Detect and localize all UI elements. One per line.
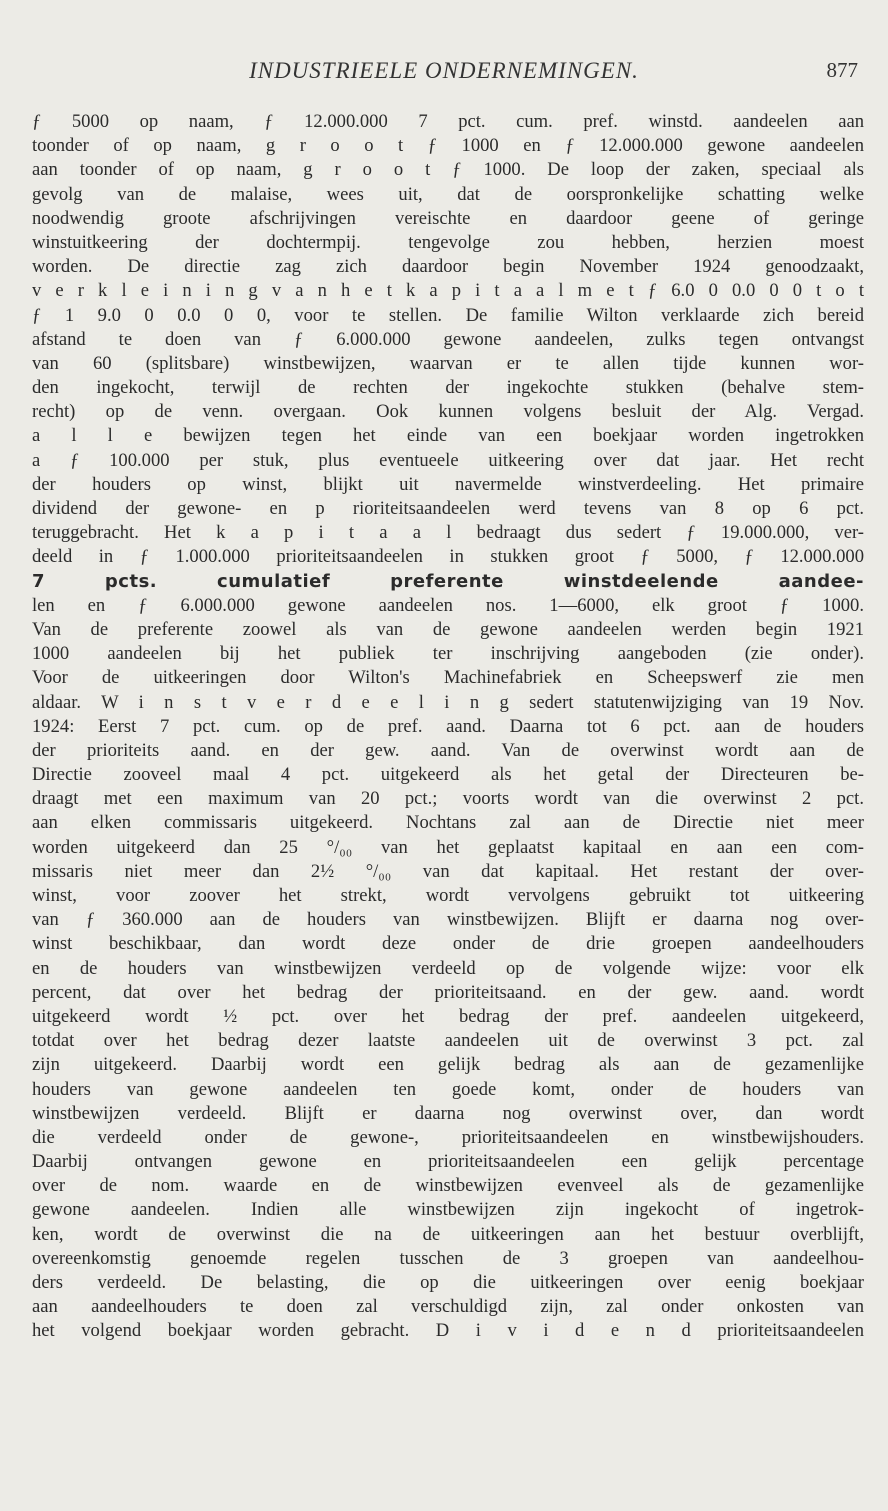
text-line: ders verdeeld. De belasting, die op die uitkeeringen over eenig boekjaar [32, 1272, 864, 1293]
text-line: Daarbij ontvangen gewone en prioriteitsaandeelen een gelijk percentage [32, 1151, 864, 1173]
text-line: aldaar. W i n s t v e r d e e l i n g sedert statutenwijziging van 19 Nov. [32, 691, 864, 713]
text-line: winst, voor zoover het strekt, wordt vervolgens gebruikt tot uitkeering [32, 885, 864, 906]
text-line: aan elken commissaris uitgekeerd. Nochtans zal aan de Directie niet meer [32, 812, 864, 834]
text-line: van ƒ 360.000 aan de houders van winstbewijzen. Blijft er daarna nog over- [32, 909, 864, 931]
text-line: van 60 (splitsbare) winstbewijzen, waarvan er te allen tijde kunnen wor- [32, 352, 864, 374]
text-line-bold: 7 pcts. cumulatief preferente winstdeelende aandee- [32, 570, 864, 592]
text-line: overeenkomstig genoemde regelen tusschen de 3 groepen van aandeelhou- [32, 1247, 864, 1269]
text-line: len en ƒ 6.000.000 gewone aandeelen nos. 1—6000, elk groot ƒ 1000. [32, 594, 864, 616]
text-line: 1924: Eerst 7 pct. cum. op de pref. aand. Daarna tot 6 pct. aan de houders [32, 715, 864, 737]
text-line: houders van gewone aandeelen ten goede komt, onder de houders van [32, 1078, 864, 1100]
text-line: v e r k l e i n i n g v a n h e t k a p i t a a l m e t ƒ 6.0 0 0.0 0 0 t o t [32, 280, 864, 302]
text-line: Voor de uitkeeringen door Wilton's Machinefabriek en Scheepswerf zie men [32, 667, 864, 689]
text-line: draagt met een maximum van 20 pct.; voorts wordt van die overwinst 2 pct. [32, 788, 864, 810]
text-line: gevolg van de malaise, wees uit, dat de oorspronkelijke schatting welke [32, 183, 864, 205]
page-number: 877 [826, 58, 858, 82]
text-line: winstuitkeering der dochtermpij. tengevolge zou hebben, herzien moest [32, 231, 864, 253]
text-line: deeld in ƒ 1.000.000 prioriteitsaandeelen in stukken groot ƒ 5000, ƒ 12.000.000 [32, 546, 864, 568]
text-line: noodwendig groote afschrijvingen vereischte en daardoor geene of geringe [32, 207, 864, 229]
text-line: over de nom. waarde en de winstbewijzen evenveel als de gezamenlijke [32, 1175, 864, 1197]
text-line: a ƒ 100.000 per stuk, plus eventueele uitkeering over dat jaar. Het recht [32, 449, 864, 471]
text-line: ƒ 5000 op naam, ƒ 12.000.000 7 pct. cum. pref. winstd. aandeelen aan [32, 111, 864, 132]
text-line: worden. De directie zag zich daardoor begin November 1924 genoodzaakt, [32, 256, 864, 278]
text-line: missaris niet meer dan 2½ °/₀₀ van dat kapitaal. Het restant der over- [32, 860, 864, 882]
text-line: dividend der gewone- en p rioriteitsaandeelen werd tevens van 8 op 6 pct. [32, 498, 864, 519]
text-line: teruggebracht. Het k a p i t a a l bedraagt dus sedert ƒ 19.000.000, ver- [32, 522, 864, 544]
text-line: uitgekeerd wordt ½ pct. over het bedrag der pref. aandeelen uitgekeerd, [32, 1005, 864, 1027]
body-text [32, 110, 864, 1344]
text-line: winst beschikbaar, dan wordt deze onder de drie groepen aandeelhouders [32, 933, 864, 955]
text-line: toonder of op naam, g r o o t ƒ 1000 en ƒ 12.000.000 gewone aandeelen [32, 135, 864, 157]
text-line: ƒ 1 9.0 0 0.0 0 0, voor te stellen. De familie Wilton verklaarde zich bereid [32, 304, 864, 326]
text-line: 1000 aandeelen bij het publiek ter inschrijving aangeboden (zie onder). [32, 643, 864, 665]
text-line: afstand te doen van ƒ 6.000.000 gewone aandeelen, zulks tegen ontvangst [32, 328, 864, 350]
text-line: gewone aandeelen. Indien alle winstbewijzen zijn ingekocht of ingetrok- [32, 1199, 864, 1221]
text-line: Directie zooveel maal 4 pct. uitgekeerd als het getal der Directeuren be- [32, 764, 864, 786]
text-line: a l l e bewijzen tegen het einde van een boekjaar worden ingetrokken [32, 425, 864, 447]
text-line: winstbewijzen verdeeld. Blijft er daarna nog overwinst over, dan wordt [32, 1102, 864, 1124]
text-line: en de houders van winstbewijzen verdeeld op de volgende wijze: voor elk [32, 957, 864, 979]
text-line: der prioriteits aand. en der gew. aand. Van de overwinst wordt aan de [32, 739, 864, 761]
text-line: aan toonder of op naam, g r o o t ƒ 1000. De loop der zaken, speciaal als [32, 159, 864, 181]
text-line: recht) op de venn. overgaan. Ook kunnen volgens besluit der Alg. Vergad. [32, 401, 864, 423]
text-line: worden uitgekeerd dan 25 °/₀₀ van het geplaatst kapitaal en aan een com- [32, 836, 864, 858]
text-line: den ingekocht, terwijl de rechten der ingekochte stukken (behalve stem- [32, 377, 864, 399]
text-line: ken, wordt de overwinst die na de uitkeeringen aan het bestuur overblijft, [32, 1223, 864, 1245]
text-line: zijn uitgekeerd. Daarbij wordt een gelijk bedrag als aan de gezamenlijke [32, 1054, 864, 1076]
text-line: totdat over het bedrag dezer laatste aandeelen uit de overwinst 3 pct. zal [32, 1030, 864, 1052]
text-line: aan aandeelhouders te doen zal verschuldigd zijn, zal onder onkosten van [32, 1296, 864, 1318]
text-line: percent, dat over het bedrag der prioriteitsaand. en der gew. aand. wordt [32, 981, 864, 1003]
running-title: INDUSTRIEELE ONDERNEMINGEN. [249, 58, 639, 83]
text-line: die verdeeld onder de gewone-, prioriteitsaandeelen en winstbewijshouders. [32, 1126, 864, 1148]
text-line: der houders op winst, blijkt uit navermelde winstverdeeling. Het primaire [32, 473, 864, 495]
text-line: Van de preferente zoowel als van de gewone aandeelen werden begin 1921 [32, 618, 864, 640]
text-line: het volgend boekjaar worden gebracht. D i v i d e n d prioriteitsaandeelen [32, 1320, 864, 1342]
running-head [0, 56, 888, 90]
